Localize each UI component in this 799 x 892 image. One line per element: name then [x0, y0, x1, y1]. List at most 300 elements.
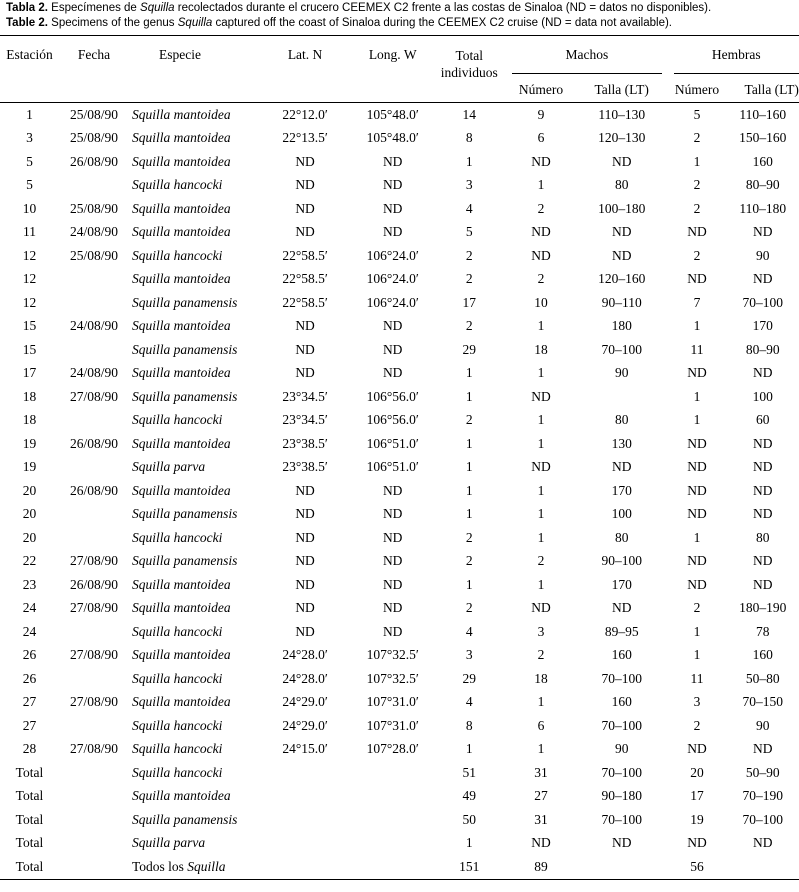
header-machos-talla: Talla (LT) [576, 77, 668, 103]
cell-especie: Squilla panamensis [131, 553, 238, 569]
cell-hembras-numero: ND [687, 365, 707, 381]
cell-hembras-numero: 2 [693, 717, 701, 733]
cell-total: 8 [465, 717, 473, 733]
cell-estacion: 20 [22, 506, 37, 522]
cell-especie: Squilla hancocki [131, 670, 223, 686]
cell-especie: Squilla mantoidea [131, 365, 231, 381]
table-row [0, 174, 799, 198]
cell-hembras-talla: 80–90 [745, 177, 780, 193]
cell-hembras-talla: 170 [752, 318, 773, 334]
cell-hembras-talla: ND [753, 506, 773, 522]
cell-machos-numero: 18 [534, 670, 548, 686]
cell-total: 51 [462, 764, 477, 780]
table-row [0, 479, 799, 503]
header-total [433, 36, 507, 103]
table-row [0, 362, 799, 386]
cell-fecha: 25/08/90 [69, 200, 118, 216]
cell-total: 1 [465, 741, 473, 757]
table-row [0, 620, 799, 644]
cell-especie: Squilla mantoidea [131, 271, 231, 287]
cell-especie: Squilla mantoidea [131, 153, 231, 169]
cell-lat [257, 855, 353, 879]
cell-especie: Squilla parva [131, 835, 206, 851]
cell-hembras-numero: 1 [693, 623, 701, 639]
cell-long: ND [382, 224, 403, 240]
cell-estacion: 19 [22, 435, 37, 451]
cell-fecha [59, 291, 129, 315]
cell-fecha [59, 785, 129, 809]
cell-especie: Squilla panamensis [131, 388, 238, 404]
cell-especie: Squilla hancocki [131, 717, 223, 733]
cell-long [353, 855, 433, 879]
cell-machos-talla: 80 [614, 412, 629, 428]
cell-lat: ND [295, 529, 315, 545]
cell-long: ND [382, 623, 403, 639]
table-row [0, 127, 799, 151]
cell-total: 1 [465, 482, 473, 498]
cell-long: ND [382, 553, 403, 569]
cell-especie: Squilla panamensis [131, 811, 238, 827]
cell-lat [257, 808, 353, 832]
cell-especie: Squilla hancocki [131, 529, 223, 545]
table-row [0, 409, 799, 433]
cell-machos-numero: 1 [537, 506, 545, 522]
cell-hembras-talla: 110–160 [739, 106, 787, 122]
cell-total: 1 [465, 835, 473, 851]
cell-estacion: 22 [22, 553, 37, 569]
cell-total: 1 [465, 459, 473, 475]
cell-estacion: Total [0, 855, 59, 879]
cell-machos-talla: 90–180 [601, 788, 642, 804]
cell-machos-numero: 1 [537, 694, 545, 710]
cell-especie: Squilla mantoidea [131, 600, 231, 616]
cell-estacion: 23 [22, 576, 37, 592]
cell-machos-talla: 170 [611, 482, 632, 498]
cell-lat: 23°34.5′ [282, 412, 328, 428]
cell-hembras-numero: 1 [693, 318, 701, 334]
cell-hembras-talla: 160 [752, 647, 773, 663]
cell-especie: Squilla mantoidea [131, 788, 231, 804]
cell-machos-numero: 6 [537, 130, 545, 146]
cell-hembras-numero: 2 [693, 177, 701, 193]
cell-estacion: 12 [22, 294, 37, 310]
cell-total: 29 [462, 670, 477, 686]
table-row [0, 714, 799, 738]
cell-machos-talla: ND [611, 835, 632, 851]
cell-long [353, 761, 433, 785]
cell-hembras-talla: ND [753, 576, 773, 592]
cell-lat: ND [295, 318, 315, 334]
cell-especie: Squilla panamensis [131, 506, 238, 522]
cell-total: 3 [465, 177, 473, 193]
cell-machos-talla: ND [611, 247, 632, 263]
cell-total: 2 [465, 600, 473, 616]
cell-estacion: 18 [22, 388, 37, 404]
cell-estacion: 28 [22, 741, 37, 757]
cell-especie: Squilla mantoidea [131, 130, 231, 146]
table-row [0, 667, 799, 691]
cell-fecha: 25/08/90 [69, 247, 118, 263]
cell-fecha [59, 620, 129, 644]
cell-fecha: 26/08/90 [69, 482, 118, 498]
cell-machos-numero: 10 [534, 294, 548, 310]
table-row [0, 503, 799, 527]
cell-hembras-talla: ND [753, 482, 773, 498]
cell-long [353, 785, 433, 809]
cell-machos-numero: 1 [537, 412, 545, 428]
cell-hembras-numero: 1 [693, 412, 701, 428]
cell-machos-numero: 27 [534, 788, 548, 804]
header-hembras-talla: Talla (LT) [727, 77, 799, 103]
total-row [0, 785, 799, 809]
cell-long: ND [382, 576, 403, 592]
cell-machos-numero: 31 [534, 811, 548, 827]
cell-lat: ND [295, 600, 315, 616]
table-row [0, 221, 799, 245]
cell-fecha: 25/08/90 [69, 130, 118, 146]
cell-machos-numero: 1 [537, 177, 545, 193]
cell-hembras-numero: ND [687, 482, 707, 498]
cell-lat: 24°28.0′ [282, 670, 328, 686]
cell-lat: ND [295, 482, 315, 498]
cell-especie: Squilla mantoidea [131, 576, 231, 592]
cell-fecha: 27/08/90 [69, 694, 118, 710]
cell-hembras-numero: 2 [693, 247, 701, 263]
cell-estacion: 19 [22, 459, 37, 475]
total-all-genus: Squilla [187, 858, 226, 874]
cell-total: 8 [465, 130, 473, 146]
cell-machos-talla: 80 [614, 529, 629, 545]
cell-fecha: 27/08/90 [69, 388, 118, 404]
cell-total: 1 [465, 153, 473, 169]
cell-hembras-numero: ND [687, 224, 707, 240]
cell-fecha [59, 503, 129, 527]
cell-lat: ND [295, 365, 315, 381]
cell-lat: 24°29.0′ [282, 717, 328, 733]
cell-estacion: Total [15, 835, 44, 851]
cell-estacion: 27 [22, 717, 37, 733]
cell-long: ND [382, 341, 403, 357]
cell-lat: 23°38.5′ [282, 435, 328, 451]
cell-estacion: Total [15, 788, 44, 804]
cell-hembras-talla: ND [753, 459, 773, 475]
cell-total: 2 [465, 529, 473, 545]
cell-machos-talla: 70–100 [601, 341, 642, 357]
cell-machos-talla: 90–110 [601, 294, 642, 310]
cell-especie: Squilla mantoidea [131, 435, 231, 451]
cell-hembras-numero: 1 [693, 153, 701, 169]
header-total-line2: individuos [440, 65, 498, 80]
total-row [0, 808, 799, 832]
cell-machos-numero: 2 [537, 200, 545, 216]
cell-machos-numero: 1 [537, 576, 545, 592]
cell-machos-talla: 100–180 [598, 200, 646, 216]
cell-estacion: 18 [22, 412, 37, 428]
header-machos-numero: Número [506, 77, 576, 103]
cell-long: ND [382, 200, 403, 216]
cell-machos-numero: 9 [537, 106, 545, 122]
cell-machos-talla: ND [611, 153, 632, 169]
cell-long: ND [382, 529, 403, 545]
cell-machos-numero: 89 [506, 855, 576, 879]
cell-hembras-numero: 19 [690, 811, 704, 827]
cell-fecha [59, 526, 129, 550]
cell-total: 4 [465, 200, 473, 216]
cell-long: ND [382, 506, 403, 522]
cell-total: 1 [465, 576, 473, 592]
cell-long: 107°31.0′ [366, 694, 419, 710]
cell-total: 151 [433, 855, 507, 879]
cell-lat: 22°12.0′ [282, 106, 328, 122]
cell-lat: ND [295, 200, 315, 216]
header-lat: Lat. N [257, 36, 353, 78]
cell-machos-numero: 1 [537, 529, 545, 545]
cell-hembras-numero: 56 [668, 855, 727, 879]
cell-lat [257, 832, 353, 856]
cell-total: 4 [465, 623, 473, 639]
cell-fecha [59, 808, 129, 832]
cell-fecha: 27/08/90 [69, 600, 118, 616]
cell-hembras-numero: 7 [693, 294, 701, 310]
cell-long: ND [382, 153, 403, 169]
cell-especie: Squilla parva [131, 459, 206, 475]
cell-total: 2 [465, 553, 473, 569]
cell-fecha: 24/08/90 [69, 224, 118, 240]
cell-machos-talla: 70–100 [601, 811, 642, 827]
cell-estacion: 20 [22, 529, 37, 545]
cell-estacion: 15 [22, 318, 37, 334]
cell-hembras-talla: 80–90 [745, 341, 780, 357]
cell-long: 107°32.5′ [366, 670, 419, 686]
cell-machos-talla: 70–100 [601, 717, 642, 733]
cell-especie: Squilla hancocki [131, 764, 223, 780]
cell-long: ND [382, 177, 403, 193]
cell-fecha [59, 456, 129, 480]
cell-especie: Squilla panamensis [131, 294, 238, 310]
cell-machos-talla: 100 [611, 506, 632, 522]
cell-estacion: Total [15, 811, 44, 827]
cell-machos-numero: ND [531, 835, 551, 851]
cell-fecha: 25/08/90 [69, 106, 118, 122]
header-fecha: Fecha [59, 36, 129, 78]
cell-machos-talla: 90 [614, 365, 629, 381]
cell-lat: 22°13.5′ [282, 130, 328, 146]
table-row [0, 103, 799, 127]
cell-especie: Squilla hancocki [131, 623, 223, 639]
table-row [0, 691, 799, 715]
cell-fecha [59, 268, 129, 292]
cell-machos-numero: 1 [537, 365, 545, 381]
cell-hembras-talla: ND [753, 741, 773, 757]
cell-fecha [59, 409, 129, 433]
cell-machos-talla: 180 [611, 318, 632, 334]
cell-machos-numero: ND [531, 153, 551, 169]
cell-fecha [59, 832, 129, 856]
cell-machos-talla: 80 [614, 177, 629, 193]
cell-total: 1 [465, 388, 473, 404]
table-row [0, 738, 799, 762]
cell-fecha [59, 667, 129, 691]
cell-long: 106°56.0′ [366, 388, 419, 404]
cell-lat: ND [295, 553, 315, 569]
table-row [0, 385, 799, 409]
cell-hembras-talla: 160 [752, 153, 773, 169]
cell-hembras-talla: 150–160 [739, 130, 787, 146]
cell-machos-talla: 70–100 [601, 670, 642, 686]
cell-hembras-talla: 70–150 [742, 694, 783, 710]
cell-lat [257, 785, 353, 809]
specimens-table [0, 35, 799, 880]
cell-machos-numero: 1 [537, 741, 545, 757]
cell-estacion: 26 [22, 647, 37, 663]
cell-hembras-numero: ND [687, 576, 707, 592]
cell-estacion: 27 [22, 694, 37, 710]
cell-hembras-talla: 70–190 [742, 788, 783, 804]
total-row [0, 855, 799, 879]
cell-fecha [59, 714, 129, 738]
cell-hembras-numero: ND [687, 271, 707, 287]
cell-machos-talla: ND [611, 600, 632, 616]
cell-long: 107°28.0′ [366, 741, 419, 757]
cell-hembras-numero: ND [687, 459, 707, 475]
cell-fecha: 24/08/90 [69, 365, 118, 381]
cell-hembras-talla: 50–80 [745, 670, 780, 686]
cell-lat: ND [295, 341, 315, 357]
cell-fecha [59, 174, 129, 198]
table-row [0, 268, 799, 292]
cell-hembras-numero: 3 [693, 694, 701, 710]
cell-fecha: 27/08/90 [69, 741, 118, 757]
cell-total: 2 [465, 412, 473, 428]
cell-lat: 22°58.5′ [282, 294, 328, 310]
cell-machos-numero: ND [531, 247, 551, 263]
caption-spanish: Tabla 2. Especímenes de Squilla recolectados durante el crucero CEEMEX C2 frente a las costas de Sinaloa (ND = datos no disponibles). [6, 2, 712, 14]
cell-lat: ND [295, 177, 315, 193]
cell-long: 105°48.0′ [366, 130, 419, 146]
cell-total: 2 [465, 318, 473, 334]
cell-estacion: 24 [22, 623, 37, 639]
cell-hembras-talla: ND [753, 365, 773, 381]
cell-lat: 24°15.0′ [282, 741, 328, 757]
cell-machos-numero: 6 [537, 717, 545, 733]
cell-hembras-talla: 100 [752, 388, 773, 404]
cell-machos-numero: ND [531, 459, 551, 475]
cell-especie: Squilla mantoidea [131, 318, 231, 334]
cell-estacion: Total [15, 764, 44, 780]
cell-long: 106°56.0′ [366, 412, 419, 428]
cell-lat: ND [295, 623, 315, 639]
cell-machos-talla: 90 [614, 741, 629, 757]
cell-machos-talla: 130 [611, 435, 632, 451]
cell-especie: Squilla hancocki [131, 247, 223, 263]
cell-hembras-talla: 80 [756, 529, 770, 545]
cell-lat: 23°38.5′ [282, 459, 328, 475]
table-row [0, 315, 799, 339]
header-especie: Especie [129, 36, 257, 78]
cell-long: 106°24.0′ [366, 247, 419, 263]
cell-estacion: 1 [26, 106, 33, 122]
table-row [0, 338, 799, 362]
cell-long: 106°51.0′ [366, 459, 419, 475]
cell-machos-numero: 2 [537, 553, 545, 569]
table-row [0, 150, 799, 174]
cell-hembras-numero: ND [687, 435, 707, 451]
cell-total: 3 [465, 647, 473, 663]
cell-especie: Squilla mantoidea [131, 224, 231, 240]
cell-hembras-talla: ND [753, 553, 773, 569]
header-hembras [668, 36, 799, 78]
cell-fecha [59, 338, 129, 362]
cell-total: 17 [462, 294, 477, 310]
cell-machos-numero: 1 [537, 482, 545, 498]
cell-machos-talla: 90–100 [601, 553, 642, 569]
cell-long: ND [382, 318, 403, 334]
cell-especie: Squilla mantoidea [131, 694, 231, 710]
cell-total: 50 [462, 811, 477, 827]
table-row [0, 456, 799, 480]
cell-hembras-talla: ND [753, 271, 773, 287]
header-long: Long. W [353, 36, 433, 78]
cell-total: 2 [465, 271, 473, 287]
cell-hembras-numero: 2 [693, 600, 701, 616]
cell-machos-talla: 120–130 [598, 130, 646, 146]
cell-long: ND [382, 482, 403, 498]
cell-long: 107°31.0′ [366, 717, 419, 733]
header-estacion: Estación [0, 36, 59, 78]
cell-machos-numero: 31 [534, 764, 548, 780]
cell-hembras-talla: 50–90 [745, 764, 780, 780]
cell-hembras-talla: ND [753, 435, 773, 451]
table-row [0, 291, 799, 315]
cell-estacion: 24 [22, 600, 37, 616]
cell-hembras-talla: 90 [756, 717, 770, 733]
caption-english: Table 2. Specimens of the genus Squilla captured off the coast of Sinaloa during the CEEMEX C2 cruise (ND = data not available). [6, 17, 673, 29]
cell-hembras-talla: 60 [756, 412, 770, 428]
cell-fecha: 26/08/90 [69, 576, 118, 592]
cell-hembras-talla: 110–180 [739, 200, 787, 216]
cell-lat: ND [295, 224, 315, 240]
cell-long: 106°51.0′ [366, 435, 419, 451]
table-row [0, 644, 799, 668]
cell-estacion: 20 [22, 482, 37, 498]
table-row [0, 432, 799, 456]
cell-lat [257, 761, 353, 785]
cell-estacion: 3 [26, 130, 33, 146]
cell-hembras-numero: 11 [690, 670, 704, 686]
cell-total: 5 [465, 224, 473, 240]
cell-machos-talla: 70–100 [601, 764, 642, 780]
cell-hembras-talla: ND [753, 835, 773, 851]
cell-estacion: 5 [26, 153, 33, 169]
cell-hembras-numero: 17 [690, 788, 704, 804]
cell-machos-numero: 1 [537, 318, 545, 334]
cell-especie: Squilla mantoidea [131, 106, 231, 122]
cell-estacion: 5 [26, 177, 33, 193]
cell-especie: Squilla mantoidea [131, 647, 231, 663]
cell-hembras-talla: ND [753, 224, 773, 240]
cell-hembras-talla: 90 [756, 247, 770, 263]
cell-lat: ND [295, 576, 315, 592]
cell-machos-talla [576, 385, 668, 409]
cell-hembras-numero: ND [687, 741, 707, 757]
cell-hembras-numero: 5 [693, 106, 701, 122]
cell-machos-talla: 120–160 [598, 271, 646, 287]
table-row [0, 197, 799, 221]
cell-hembras-numero: 1 [693, 388, 701, 404]
cell-total: 29 [462, 341, 477, 357]
total-all-prefix: Todos los [131, 858, 188, 874]
cell-fecha: 27/08/90 [69, 553, 118, 569]
